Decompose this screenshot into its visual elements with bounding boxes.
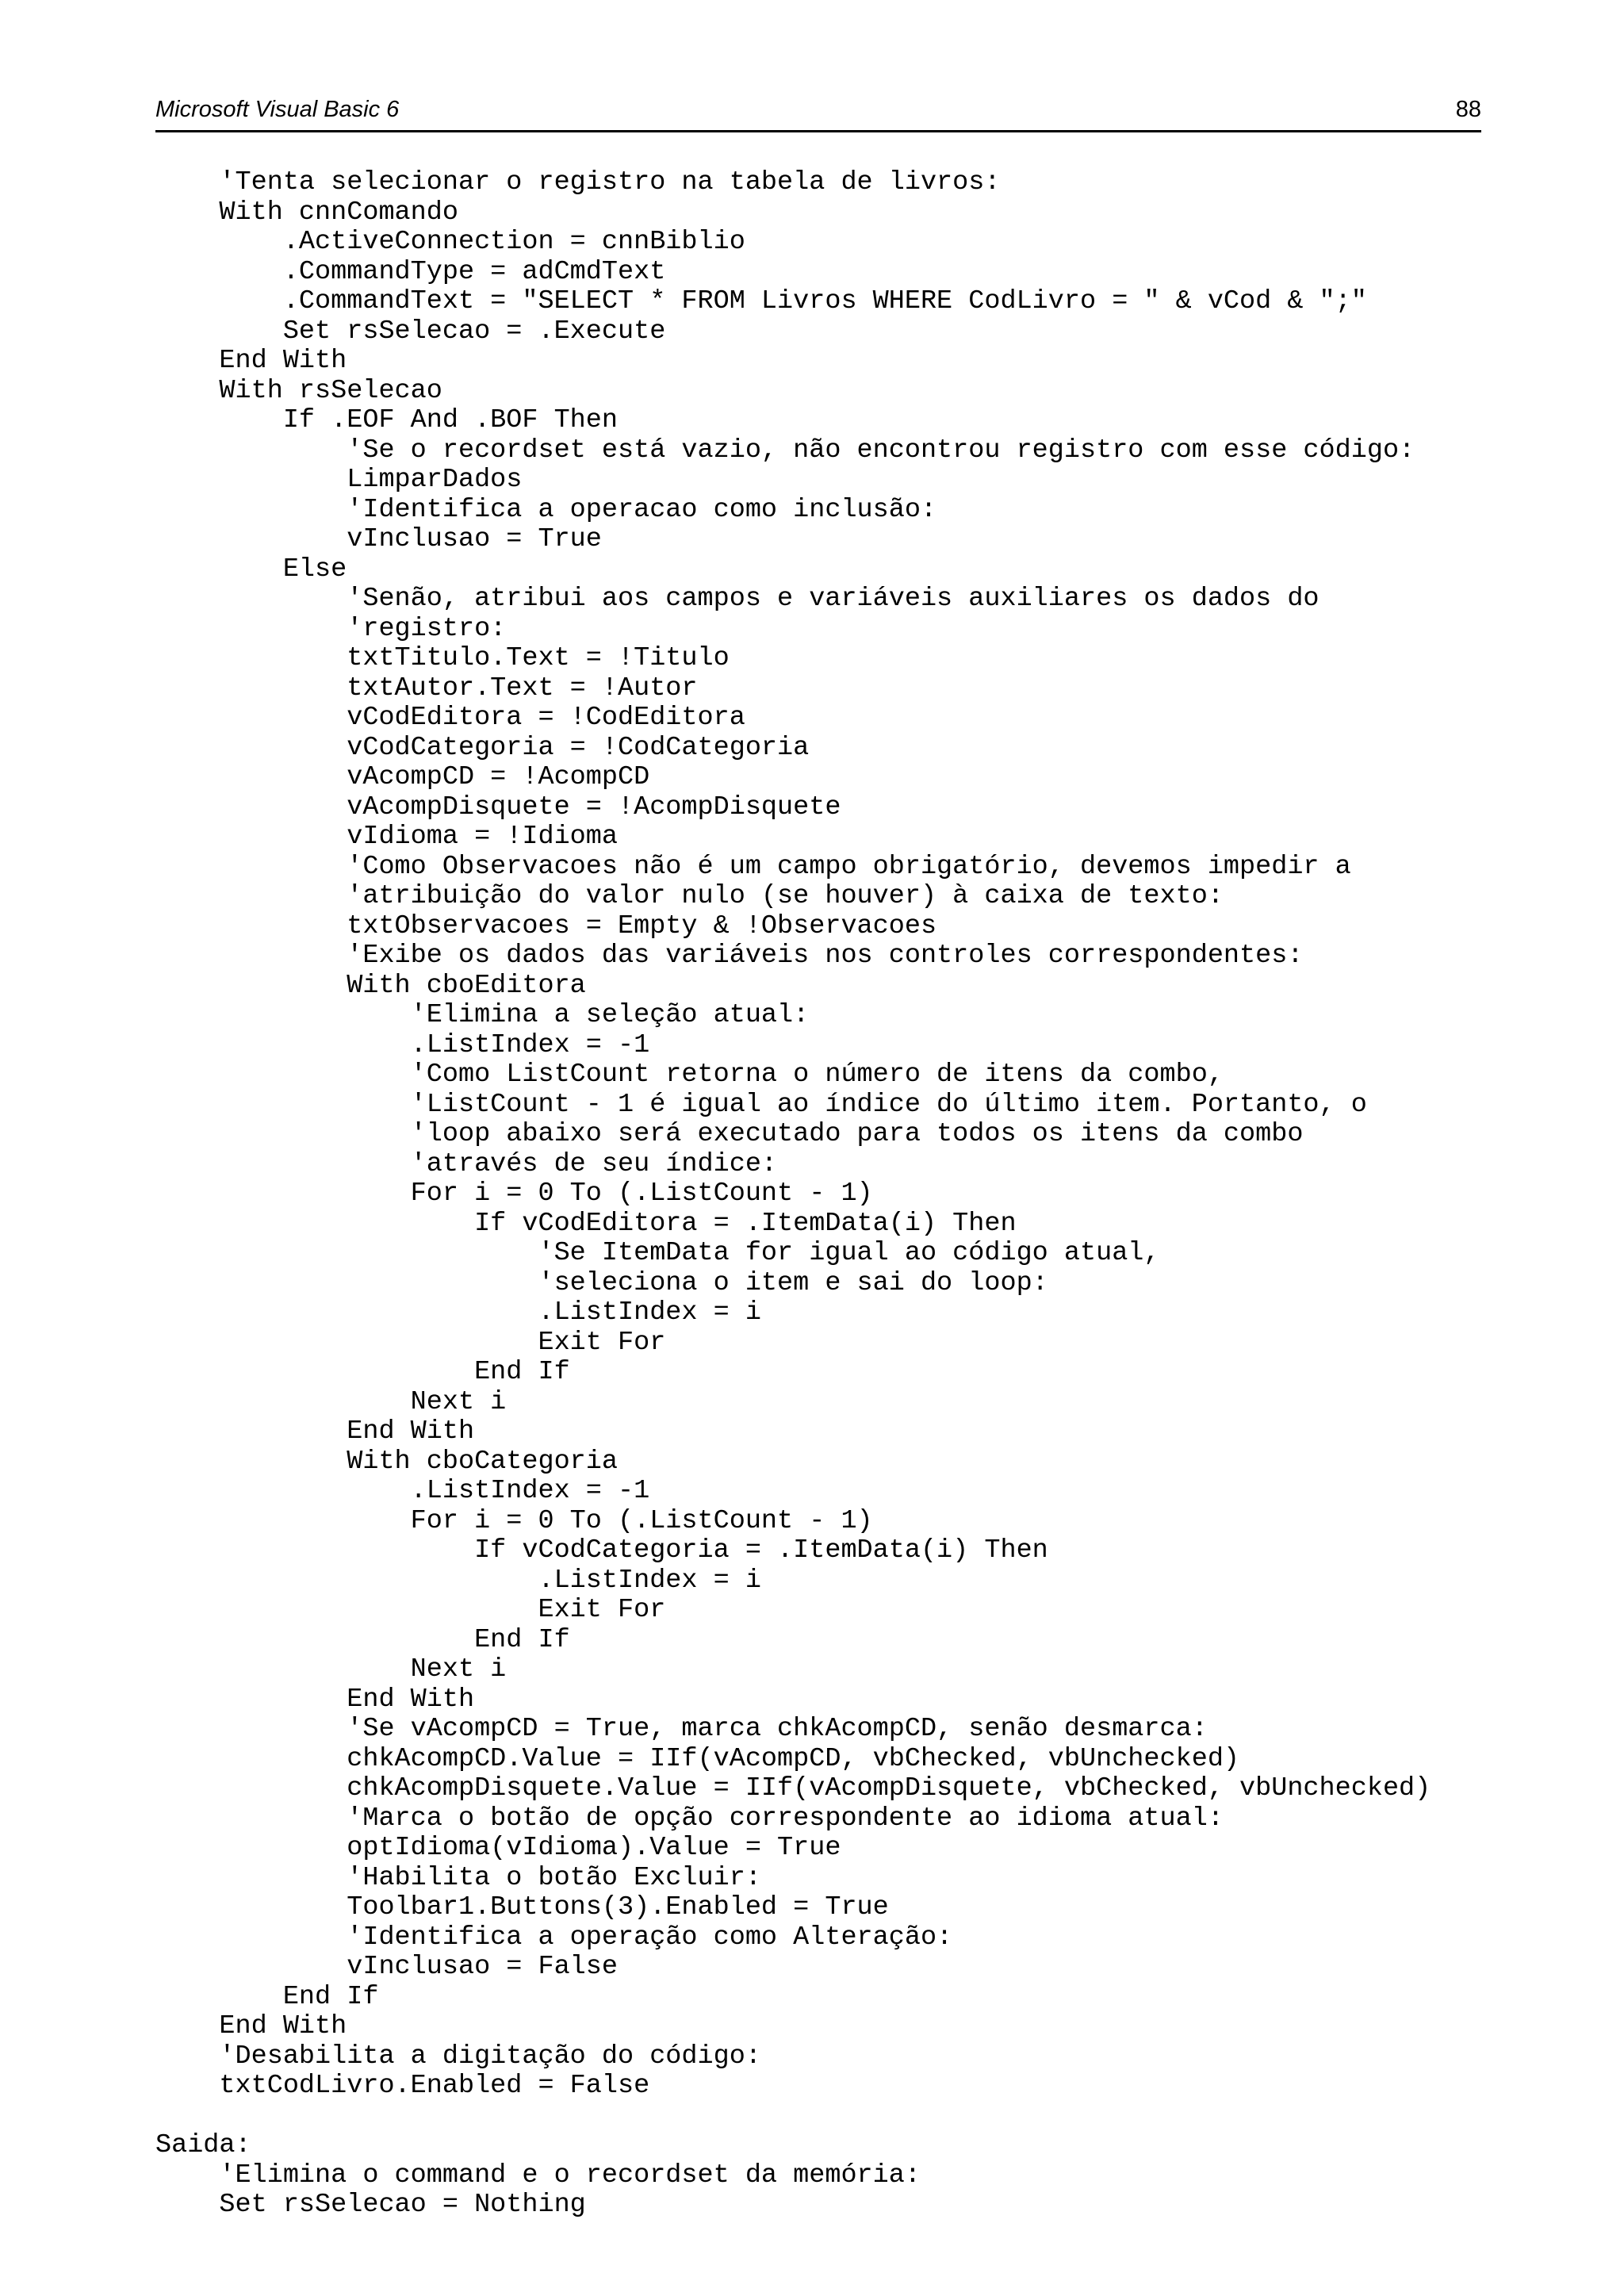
- code-line: If vCodCategoria = .ItemData(i) Then: [155, 1535, 1048, 1566]
- code-line: 'Desabilita a digitação do código:: [155, 2041, 761, 2072]
- code-line: Saida:: [155, 2130, 251, 2160]
- code-line: Exit For: [155, 1595, 666, 1625]
- code-line: chkAcompDisquete.Value = IIf(vAcompDisquete, vbChecked, vbUnchecked): [155, 1773, 1431, 1803]
- code-line: 'atribuição do valor nulo (se houver) à caixa de texto:: [155, 881, 1224, 911]
- code-line: 'Identifica a operacao como inclusão:: [155, 494, 937, 525]
- code-line: With cnnComando: [155, 197, 458, 228]
- code-line: .ActiveConnection = cnnBiblio: [155, 227, 745, 257]
- code-line: vCodCategoria = !CodCategoria: [155, 732, 810, 763]
- code-line: 'Se o recordset está vazio, não encontrou registro com esse código:: [155, 435, 1415, 466]
- code-line: 'Se ItemData for igual ao código atual,: [155, 1238, 1160, 1268]
- code-line: vAcompDisquete = !AcompDisquete: [155, 792, 841, 822]
- code-line: 'Tenta selecionar o registro na tabela de livros:: [155, 167, 1001, 197]
- page-header: [155, 94, 1481, 132]
- code-line: .CommandText = "SELECT * FROM Livros WHERE CodLivro = " & vCod & ";": [155, 286, 1367, 316]
- code-line: txtCodLivro.Enabled = False: [155, 2071, 650, 2101]
- code-line: End With: [155, 2011, 347, 2041]
- code-line: LimparDados: [155, 465, 523, 495]
- code-line: 'Habilita o botão Excluir:: [155, 1862, 761, 1893]
- code-line: 'Senão, atribui aos campos e variáveis auxiliares os dados do: [155, 584, 1320, 614]
- code-line: .ListIndex = i: [155, 1565, 761, 1596]
- code-line: 'através de seu índice:: [155, 1148, 778, 1179]
- code-line: Toolbar1.Buttons(3).Enabled = True: [155, 1892, 889, 1922]
- code-line: .ListIndex = -1: [155, 1029, 650, 1060]
- code-line: 'Marca o botão de opção correspondente ao idioma atual:: [155, 1803, 1224, 1834]
- page-number: 88: [1455, 97, 1481, 122]
- code-line: For i = 0 To (.ListCount - 1): [155, 1505, 873, 1536]
- code-line: 'Identifica a operação como Alteração:: [155, 1922, 953, 1953]
- code-line: End With: [155, 346, 347, 376]
- code-line: txtTitulo.Text = !Titulo: [155, 643, 730, 673]
- code-line: 'seleciona o item e sai do loop:: [155, 1267, 1048, 1298]
- code-listing: [155, 168, 1503, 2221]
- code-line: 'ListCount - 1 é igual ao índice do último item. Portanto, o: [155, 1089, 1367, 1120]
- code-line: .ListIndex = -1: [155, 1476, 650, 1506]
- code-line: End With: [155, 1684, 475, 1715]
- code-line: 'registro:: [155, 613, 507, 644]
- code-line: 'Exibe os dados das variáveis nos controles correspondentes:: [155, 941, 1304, 971]
- code-line: Set rsSelecao = Nothing: [155, 2190, 586, 2220]
- code-line: 'loop abaixo será executado para todos os itens da combo: [155, 1119, 1304, 1149]
- code-line: chkAcompCD.Value = IIf(vAcompCD, vbChecked, vbUnchecked): [155, 1743, 1240, 1774]
- code-line: Set rsSelecao = .Execute: [155, 316, 666, 347]
- code-line: Next i: [155, 1386, 507, 1417]
- code-line: With cboEditora: [155, 970, 586, 1001]
- code-line: [155, 2102, 1503, 2132]
- code-line: 'Elimina o command e o recordset da memória:: [155, 2160, 921, 2191]
- code-line: optIdioma(vIdioma).Value = True: [155, 1833, 841, 1863]
- code-line: Else: [155, 554, 347, 585]
- code-line: vAcompCD = !AcompCD: [155, 762, 650, 792]
- code-line: vInclusao = False: [155, 1952, 618, 1982]
- code-line: End If: [155, 1624, 570, 1655]
- code-line: With cboCategoria: [155, 1446, 618, 1477]
- code-line: txtAutor.Text = !Autor: [155, 673, 698, 703]
- code-line: End If: [155, 1981, 379, 2012]
- code-line: .ListIndex = i: [155, 1297, 761, 1328]
- code-line: vIdioma = !Idioma: [155, 822, 618, 852]
- code-line: For i = 0 To (.ListCount - 1): [155, 1179, 873, 1209]
- code-line: If vCodEditora = .ItemData(i) Then: [155, 1208, 1017, 1239]
- code-line: vCodEditora = !CodEditora: [155, 703, 745, 733]
- code-line: .CommandType = adCmdText: [155, 256, 666, 287]
- code-line: With rsSelecao: [155, 375, 442, 406]
- code-line: Exit For: [155, 1327, 666, 1358]
- document-title: Microsoft Visual Basic 6: [155, 97, 400, 122]
- code-line: Next i: [155, 1654, 507, 1685]
- code-line: vInclusao = True: [155, 524, 602, 554]
- code-line: End If: [155, 1357, 570, 1387]
- code-line: End With: [155, 1416, 475, 1447]
- code-line: 'Se vAcompCD = True, marca chkAcompCD, senão desmarca:: [155, 1714, 1208, 1744]
- code-line: txtObservacoes = Empty & !Observacoes: [155, 910, 937, 941]
- code-line: 'Como Observacoes não é um campo obrigatório, devemos impedir a: [155, 851, 1351, 882]
- code-line: If .EOF And .BOF Then: [155, 405, 618, 435]
- code-line: 'Elimina a seleção atual:: [155, 1000, 810, 1030]
- code-line: 'Como ListCount retorna o número de itens da combo,: [155, 1060, 1224, 1090]
